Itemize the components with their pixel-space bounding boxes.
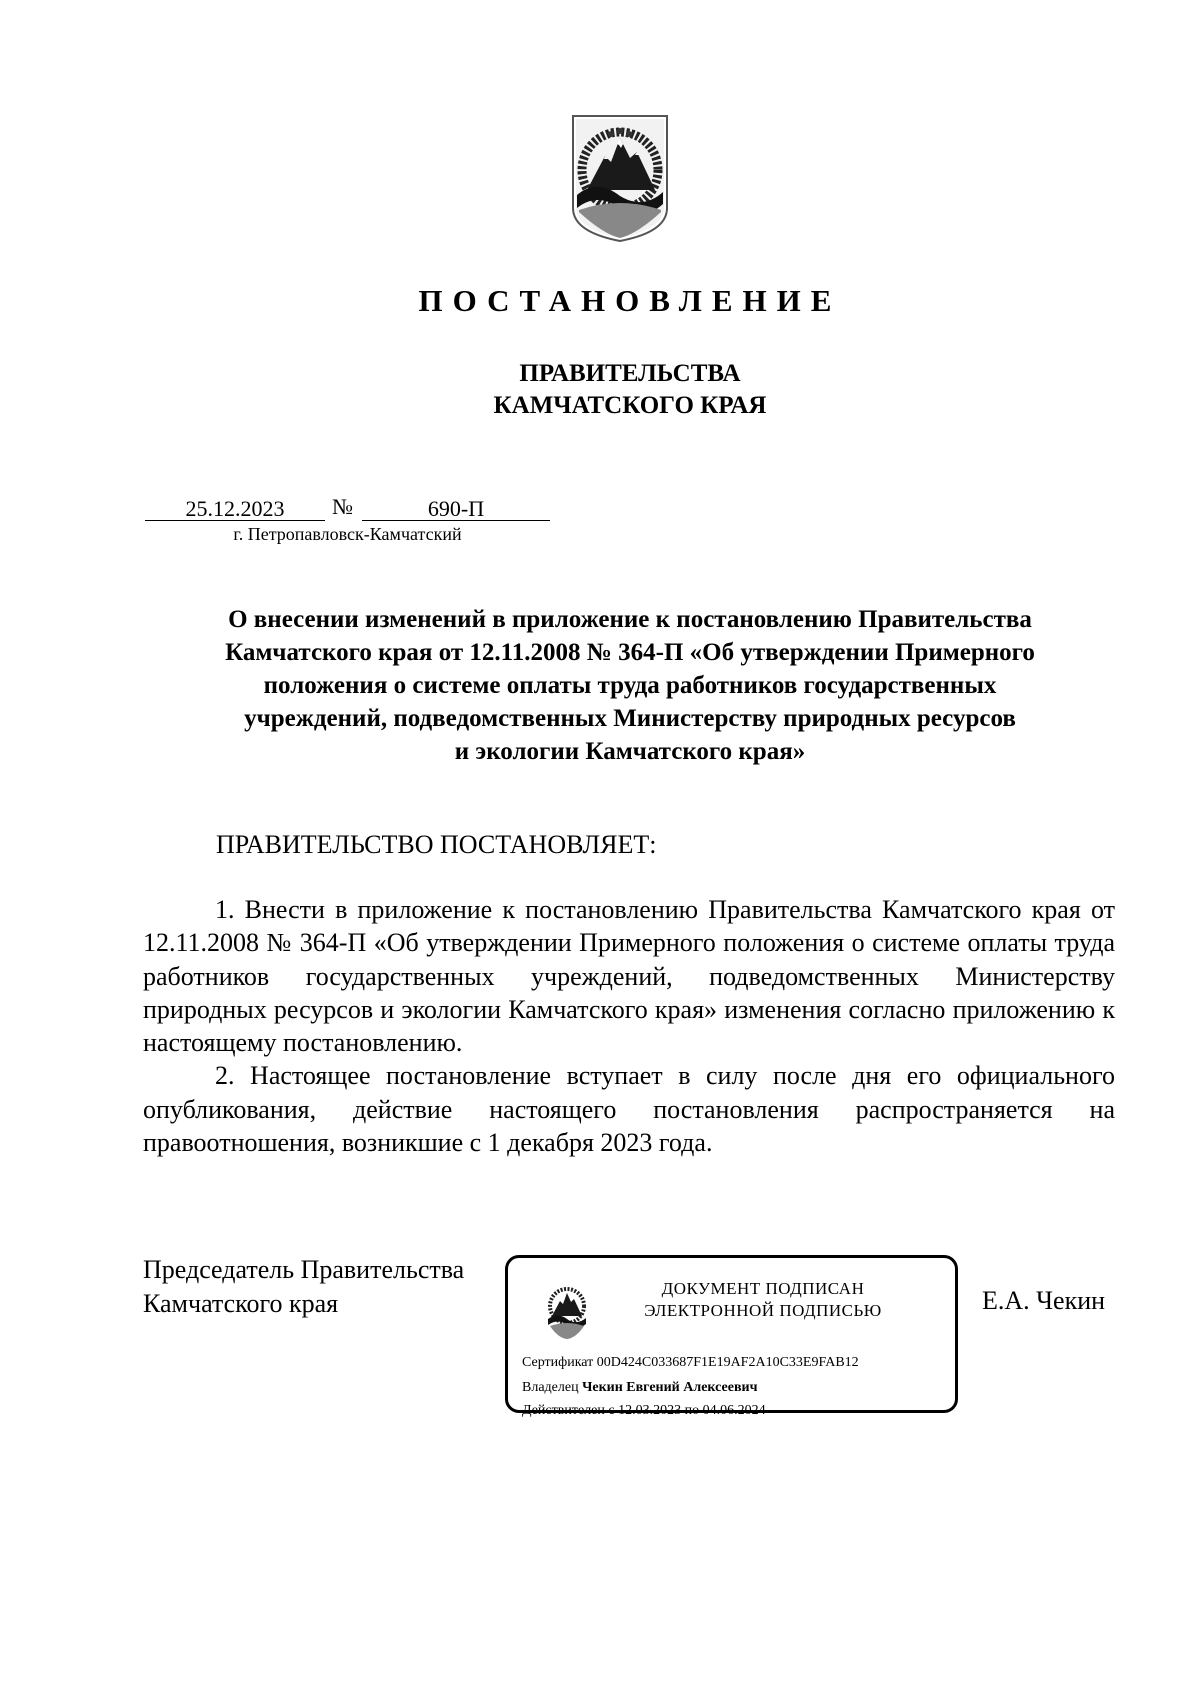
registration-number-sign: № (332, 494, 353, 519)
decree-intro: ПРАВИТЕЛЬСТВО ПОСТАНОВЛЯЕТ: (216, 830, 657, 859)
esig-certificate (522, 1355, 859, 1371)
kamchatka-coat-of-arms-small-icon (544, 1282, 590, 1340)
signatory-position-line1: Председатель Правительства (143, 1255, 465, 1284)
signatory-position (143, 1253, 464, 1321)
government-name-line1: ПРАВИТЕЛЬСТВА (519, 360, 741, 387)
subject-line: Камчатского края от 12.11.2008 № 364-П «Об утверждении Примерного (225, 639, 1035, 666)
subject-line: учреждений, подведомственных Министерству природных ресурсов (244, 705, 1016, 732)
esig-owner (522, 1380, 757, 1396)
esig-certificate-value: 00D424C033687F1E19AF2A10C33E9FAB12 (596, 1355, 859, 1370)
subject-line: О внесении изменений в приложение к постановлению Правительства (228, 606, 1032, 633)
esig-valid-from: 12.03.2023 (618, 1403, 682, 1418)
esig-validity (522, 1403, 766, 1419)
esig-owner-label: Владелец (522, 1380, 579, 1395)
subject-line: и экологии Камчатского края» (454, 738, 806, 765)
esig-certificate-label: Сертификат (522, 1355, 594, 1370)
registration-date: 25.12.2023 (145, 496, 325, 521)
paragraph-1: 1. Внести в приложение к постановлению Правительства Камчатского края от 12.11.2008 № 364-П «Об утверждении Примерного положения о системе оплаты труда работников государственных учреждений, подведомственных Министерству природных ресурсов и экологии Камчатского края» изменения согласно приложению к настоящему постановлению. (143, 895, 1115, 1058)
government-name-line2: КАМЧАТСКОГО КРАЯ (493, 392, 767, 419)
electronic-signature-stamp (505, 1255, 958, 1418)
esig-title (603, 1278, 923, 1322)
esig-title-line2: ЭЛЕКТРОННОЙ ПОДПИСЬЮ (644, 1301, 882, 1320)
esig-valid-label: Действителен с (522, 1403, 615, 1418)
subject-line: положения о системе оплаты труда работников государственных (263, 672, 997, 699)
paragraph-2: 2. Настоящее постановление вступает в силу после дня его официального опубликования, действие настоящего постановления распространяется на правоотношения, возникшие с 1 декабря 2023 года. (143, 1061, 1115, 1158)
registration-number: 690-П (362, 496, 550, 521)
esig-valid-to: 04.06.2024 (702, 1403, 766, 1418)
government-name (0, 358, 1200, 422)
document-subject (120, 603, 1140, 768)
esig-title-line1: ДОКУМЕНТ ПОДПИСАН (661, 1279, 865, 1298)
document-type-title: ПОСТАНОВЛЕНИЕ (418, 283, 842, 318)
signatory-name: Е.А. Чекин (982, 1286, 1106, 1315)
body-text (143, 893, 1115, 1159)
signatory-position-line2: Камчатского края (143, 1289, 339, 1318)
registration-place: г. Петропавловск-Камчатский (233, 524, 462, 544)
kamchatka-coat-of-arms-icon (567, 112, 673, 243)
esig-valid-to-label: по (684, 1403, 700, 1418)
esig-owner-value: Чекин Евгений Алексеевич (582, 1380, 758, 1395)
